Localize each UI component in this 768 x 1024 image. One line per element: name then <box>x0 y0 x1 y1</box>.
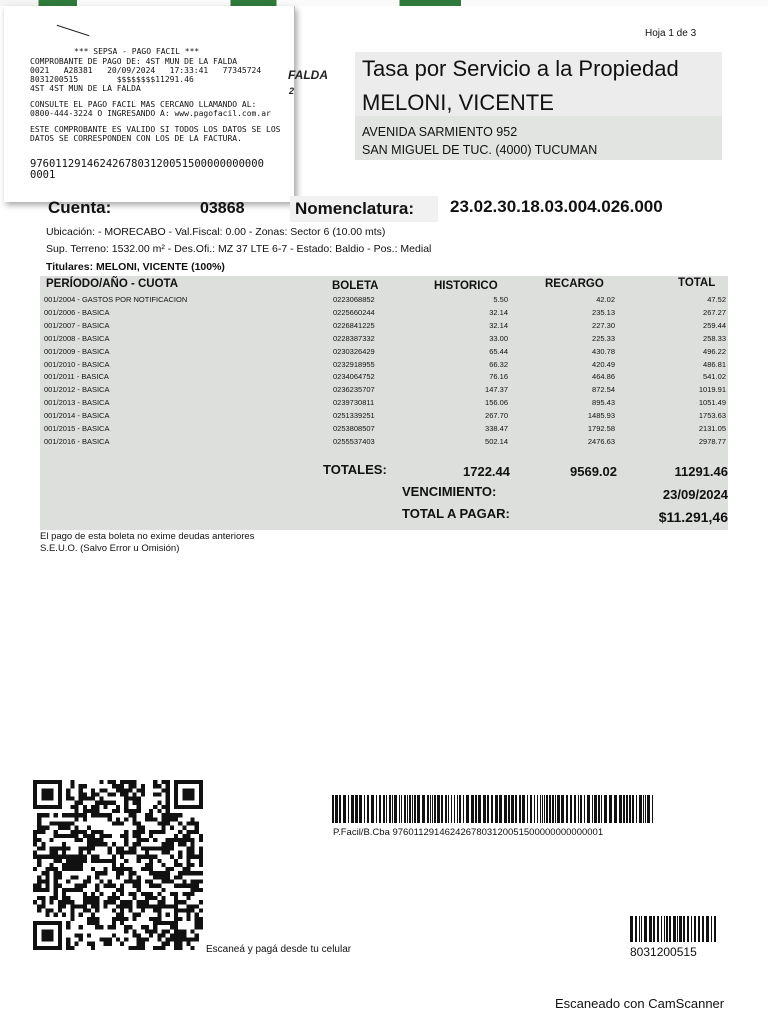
table-cell-recargo: 1792.58 <box>587 424 615 433</box>
cuenta-label: Cuenta: <box>48 198 112 217</box>
table-cell-total: 259.44 <box>703 320 726 330</box>
table-cell-periodo: 001/2006 - BASICA <box>44 307 110 317</box>
table-cell-recargo: 1485.93 <box>587 411 615 421</box>
table-cell-boleta: 0251339251 <box>333 411 375 421</box>
totales-total: 11291.46 <box>674 464 728 479</box>
table-cell-total: 2131.05 <box>698 424 726 433</box>
table-cell-total: 267.27 <box>703 307 726 317</box>
table-cell-periodo: 001/2016 - BASICA <box>44 436 110 446</box>
table-cell-historico: 32.14 <box>489 307 508 317</box>
table-cell-recargo: 895.43 <box>592 398 615 408</box>
receipt-line: COMPROBANTE DE PAGO DE: 4ST MUN DE LA FALDA <box>30 57 238 66</box>
table-cell-periodo: 001/2008 - BASICA <box>44 333 110 343</box>
owner-name: MELONI, VICENTE <box>362 90 554 115</box>
table-cell-recargo: 420.49 <box>592 359 615 369</box>
table-cell-recargo: 430.78 <box>592 346 615 356</box>
table-cell-recargo: 2476.63 <box>587 436 615 446</box>
table-cell-recargo: 225.33 <box>592 333 615 343</box>
table-cell-recargo: 464.86 <box>592 372 615 382</box>
receipt-line: CONSULTE EL PAGO FACIL MAS CERCANO LLAMANDO AL: <box>30 100 257 109</box>
total-a-pagar-label: TOTAL A PAGAR: <box>402 506 510 521</box>
pen-mark <box>57 25 90 36</box>
table-cell-boleta: 0234064752 <box>333 372 375 382</box>
table-cell-recargo: 872.54 <box>592 385 615 395</box>
table-cell-boleta: 0236235707 <box>333 385 375 395</box>
document-title: Tasa por Servicio a la Propiedad <box>362 56 679 81</box>
table-cell-historico: 65.44 <box>489 346 508 356</box>
table-cell-boleta: 0230326429 <box>333 346 375 356</box>
table-cell-historico: 156.06 <box>485 398 508 408</box>
titulares-line: Titulares: MELONI, VICENTE (100%) <box>46 261 225 273</box>
totales-historico: 1722.44 <box>463 464 510 479</box>
page-indicator: Hoja 1 de 3 <box>645 28 697 39</box>
receipt-code-suffix: 0001 <box>30 169 56 181</box>
table-cell-periodo: 001/2009 - BASICA <box>44 346 110 356</box>
table-cell-total: 258.33 <box>703 333 726 343</box>
receipt-line: 0800-444-3224 O INGRESANDO A: www.pagofacil.com.ar <box>30 109 271 118</box>
hidden-header-fragment: 2 <box>289 86 295 96</box>
receipt-line: 0021 A28381 20/09/2024 17:33:41 77345724 <box>30 66 262 75</box>
table-cell-boleta: 0225660244 <box>333 307 375 317</box>
total-a-pagar-value: $11.291,46 <box>658 509 728 525</box>
payment-receipt <box>4 6 295 202</box>
table-cell-periodo: 001/2010 - BASICA <box>44 359 110 369</box>
table-cell-periodo: 001/2012 - BASICA <box>44 385 110 395</box>
hidden-header-fragment: FALDA <box>288 68 328 82</box>
nomenclatura-value: 23.02.30.18.03.004.026.000 <box>450 197 663 216</box>
small-barcode <box>630 916 716 942</box>
vencimiento-value: 23/09/2024 <box>662 487 728 502</box>
ubicacion-line: Ubicación: - MORECABO - Val.Fiscal: 0.00 - Zonas: Sector 6 (10.00 mts) <box>46 226 386 238</box>
table-cell-historico: 76.16 <box>489 372 508 382</box>
table-cell-historico: 33.00 <box>489 333 508 343</box>
table-cell-boleta: 0223068852 <box>333 295 375 304</box>
table-cell-historico: 147.37 <box>485 385 508 395</box>
table-cell-historico: 502.14 <box>485 436 508 446</box>
table-cell-total: 486.81 <box>703 359 726 369</box>
totales-label: TOTALES: <box>323 462 387 477</box>
table-cell-periodo: 001/2014 - BASICA <box>44 411 110 421</box>
table-cell-periodo: 001/2011 - BASICA <box>44 372 109 382</box>
cuenta-value: 03868 <box>200 200 245 217</box>
owner-city: SAN MIGUEL DE TUC. (4000) TUCUMAN <box>362 143 598 157</box>
col-header-historico: HISTORICO <box>434 280 498 292</box>
table-cell-total: 2978.77 <box>698 436 726 446</box>
table-cell-total: 1753.63 <box>698 411 726 421</box>
table-cell-boleta: 0228387332 <box>333 333 375 343</box>
table-cell-total: 541.02 <box>703 372 726 382</box>
table-cell-boleta: 0253808507 <box>333 424 375 433</box>
table-cell-historico: 5.50 <box>493 295 508 304</box>
col-header-recargo: RECARGO <box>545 278 604 290</box>
table-cell-periodo: 001/2013 - BASICA <box>44 398 110 408</box>
table-cell-recargo: 235.13 <box>592 307 615 317</box>
note-line-1: El pago de esta boleta no exime deudas anteriores <box>40 531 255 542</box>
terreno-line: Sup. Terreno: 1532.00 m² - Des.Ofi.: MZ 37 LTE 6-7 - Estado: Baldio - Pos.: Medial <box>46 243 432 255</box>
nomenclatura-label: Nomenclatura: <box>295 199 415 218</box>
table-cell-boleta: 0232918955 <box>333 359 375 369</box>
receipt-code: 9760112914624267803120051500000000000 <box>30 158 264 170</box>
col-header-boleta: BOLETA <box>332 280 379 292</box>
receipt-line: 4ST 4ST MUN DE LA FALDA <box>30 84 141 93</box>
table-cell-periodo: 001/2004 - GASTOS POR NOTIFICACION <box>44 295 188 304</box>
camscanner-watermark: Escaneado con CamScanner <box>555 996 725 1011</box>
table-cell-historico: 66.32 <box>489 359 508 369</box>
table-cell-historico: 32.14 <box>489 320 508 330</box>
table-cell-historico: 338.47 <box>485 424 508 433</box>
table-cell-total: 496.22 <box>703 346 726 356</box>
owner-address: AVENIDA SARMIENTO 952 <box>362 125 518 139</box>
table-cell-recargo: 227.30 <box>592 320 615 330</box>
vencimiento-label: VENCIMIENTO: <box>402 484 497 499</box>
receipt-line: ESTE COMPROBANTE ES VALIDO SI TODOS LOS DATOS SE LOS <box>30 125 281 134</box>
scan-instruction: Escaneá y pagá desde tu celular <box>206 944 352 955</box>
table-cell-historico: 267.70 <box>485 411 508 421</box>
payment-barcode <box>332 795 654 823</box>
col-header-periodo: PERÍODO/AÑO - CUOTA <box>46 278 179 290</box>
table-cell-total: 47.52 <box>707 295 726 304</box>
table-cell-boleta: 0255537403 <box>333 436 375 446</box>
note-line-2: S.E.U.O. (Salvo Error u Omisión) <box>40 543 180 554</box>
table-cell-total: 1051.49 <box>698 398 726 408</box>
debt-table <box>40 276 728 530</box>
col-header-total: TOTAL <box>678 277 716 289</box>
table-cell-boleta: 0226841225 <box>333 320 375 330</box>
qr-code[interactable] <box>33 780 203 950</box>
table-cell-total: 1019.91 <box>698 385 726 395</box>
receipt-line: *** SEPSA - PAGO FACIL *** <box>74 47 200 56</box>
table-cell-recargo: 42.02 <box>596 295 615 304</box>
table-cell-periodo: 001/2007 - BASICA <box>44 320 110 330</box>
receipt-line: DATOS SE CORRESPONDEN CON LOS DE LA FACTURA. <box>30 134 242 143</box>
table-cell-periodo: 001/2015 - BASICA <box>44 424 110 433</box>
barcode-text: P.Facil/B.Cba 9760112914624267803120051500000000000001 <box>333 827 604 838</box>
totales-recargo: 9569.02 <box>570 464 617 479</box>
receipt-line: 8031200515 $$$$$$$$11291.46 <box>30 75 194 84</box>
small-barcode-code: 8031200515 <box>630 945 697 959</box>
table-cell-boleta: 0239730811 <box>333 398 375 408</box>
